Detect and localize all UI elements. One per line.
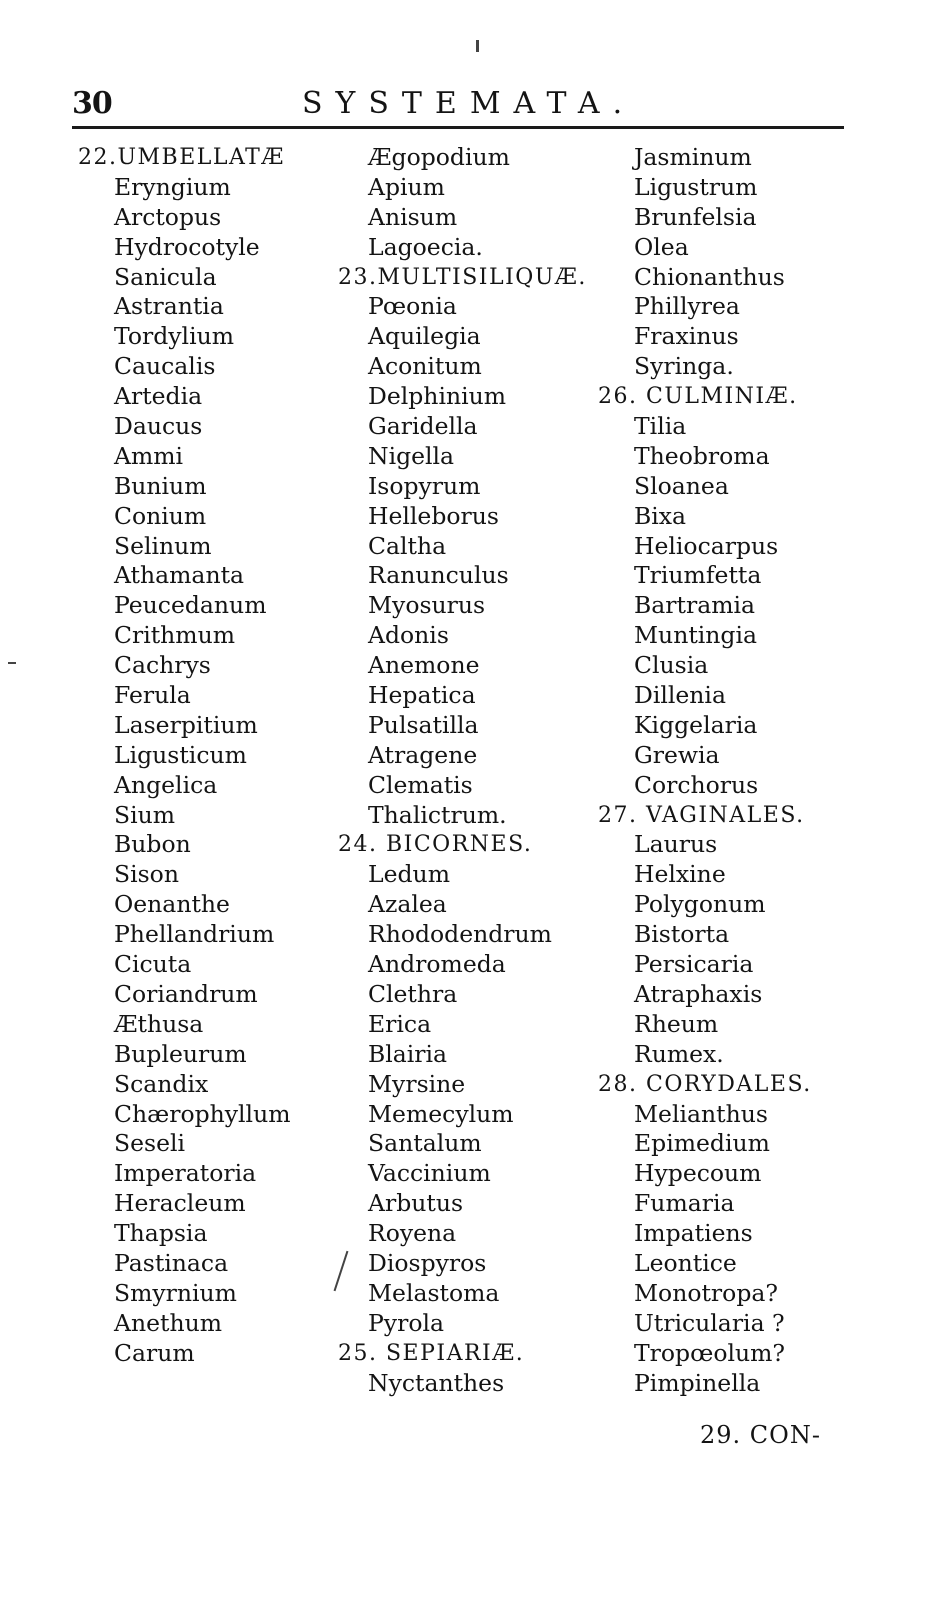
genus-entry: Tordylium bbox=[114, 322, 235, 351]
genus-entry: Tilia bbox=[634, 412, 687, 441]
genus-entry: Hepatica bbox=[368, 681, 476, 710]
genus-entry: Laserpitium bbox=[114, 710, 258, 739]
genus-entry: Bistorta bbox=[634, 920, 730, 949]
genus-entry: Aconitum bbox=[368, 352, 482, 381]
genus-entry: Isopyrum bbox=[368, 471, 481, 500]
genus-entry: Theobroma bbox=[634, 441, 770, 470]
genus-entry: Bupleurum bbox=[114, 1039, 247, 1068]
genus-entry: Hypecoum bbox=[634, 1159, 762, 1188]
genus-entry: Coriandrum bbox=[114, 979, 258, 1008]
genus-entry: Brunfelsia bbox=[634, 202, 757, 231]
genus-entry: Scandix bbox=[114, 1069, 209, 1098]
genus-entry: Crithmum bbox=[114, 621, 236, 650]
genus-entry: Anethum bbox=[114, 1308, 223, 1337]
genus-entry: Caltha bbox=[368, 531, 447, 560]
genus-entry: Bunium bbox=[114, 471, 207, 500]
header-rule bbox=[72, 126, 844, 129]
genus-entry: Bixa bbox=[634, 501, 687, 530]
genus-entry: Ferula bbox=[114, 681, 191, 710]
section-heading: 27. VAGINALES. bbox=[598, 802, 805, 828]
genus-entry: Bubon bbox=[114, 830, 191, 859]
genus-entry: Clusia bbox=[634, 651, 709, 680]
genus-entry: Imperatoria bbox=[114, 1159, 257, 1188]
genus-entry: Fumaria bbox=[634, 1189, 735, 1218]
section-heading: 25. SEPIARIÆ. bbox=[338, 1340, 525, 1366]
genus-entry: Seseli bbox=[114, 1129, 186, 1158]
genus-entry: Helleborus bbox=[368, 501, 499, 530]
genus-entry: Adonis bbox=[368, 621, 449, 650]
genus-entry: Leontice bbox=[634, 1248, 737, 1277]
genus-entry: Arbutus bbox=[368, 1189, 464, 1218]
column-3 bbox=[598, 143, 812, 1398]
genus-entry: Æthusa bbox=[114, 1009, 204, 1038]
genus-entry: Sison bbox=[114, 860, 179, 889]
genus-entry: Azalea bbox=[368, 890, 447, 919]
genus-entry: Phellandrium bbox=[114, 920, 275, 949]
genus-entry: Rheum bbox=[634, 1009, 719, 1038]
genus-entry: Santalum bbox=[368, 1129, 482, 1158]
genus-entry: Chærophyllum bbox=[114, 1099, 291, 1128]
genus-entry: Ranunculus bbox=[368, 561, 509, 590]
genus-entry: Apium bbox=[368, 172, 445, 201]
genus-entry: Rumex. bbox=[634, 1039, 724, 1068]
column-1 bbox=[78, 143, 291, 1369]
genus-entry: Aquilegia bbox=[368, 322, 481, 351]
genus-entry: Andromeda bbox=[368, 950, 506, 979]
genus-entry: Vaccinium bbox=[368, 1159, 491, 1188]
genus-entry: Selinum bbox=[114, 531, 212, 560]
genus-entry: Sium bbox=[114, 800, 176, 829]
genus-entry: Athamanta bbox=[114, 561, 245, 590]
genus-entry: Royena bbox=[368, 1219, 457, 1248]
genus-entry: Angelica bbox=[114, 770, 218, 799]
ink-speck bbox=[8, 662, 16, 664]
genus-entry: Eryngium bbox=[114, 172, 231, 201]
genus-entry: Impatiens bbox=[634, 1219, 753, 1248]
genus-entry: Persicaria bbox=[634, 950, 754, 979]
genus-entry: Epimedium bbox=[634, 1129, 770, 1158]
section-heading: 23.MULTISILIQUÆ. bbox=[338, 264, 587, 290]
genus-entry: Cachrys bbox=[114, 651, 211, 680]
section-heading: 22.UMBELLATÆ bbox=[78, 145, 285, 170]
genus-entry: Monotropa? bbox=[634, 1278, 778, 1307]
genus-entry: Thalictrum. bbox=[368, 800, 507, 829]
genus-entry: Peucedanum bbox=[114, 591, 267, 620]
genus-entry: Utricularia ? bbox=[634, 1308, 785, 1337]
section-heading: 28. CORYDALES. bbox=[598, 1071, 812, 1097]
genus-entry: Memecylum bbox=[368, 1099, 514, 1128]
ink-speck bbox=[476, 40, 479, 52]
genus-entry: Astrantia bbox=[114, 292, 224, 321]
running-title: SYSTEMATA. bbox=[302, 86, 636, 121]
genus-entry: Anemone bbox=[368, 651, 480, 680]
genus-entry: Melastoma bbox=[368, 1278, 500, 1307]
genus-entry: Daucus bbox=[114, 412, 203, 441]
genus-entry: Cicuta bbox=[114, 950, 192, 979]
genus-entry: Hydrocotyle bbox=[114, 232, 260, 261]
genus-entry: Pimpinella bbox=[634, 1368, 761, 1397]
genus-entry: Pœonia bbox=[368, 292, 457, 321]
genus-entry: Carum bbox=[114, 1338, 195, 1367]
genus-entry: Ægopodium bbox=[368, 143, 510, 171]
genus-entry: Olea bbox=[634, 232, 689, 261]
genus-entry: Kiggelaria bbox=[634, 710, 758, 739]
genus-entry: Atraphaxis bbox=[634, 979, 763, 1008]
genus-entry: Pastinaca bbox=[114, 1248, 229, 1277]
genus-entry: Thapsia bbox=[114, 1219, 208, 1248]
section-heading: 24. BICORNES. bbox=[338, 832, 533, 858]
genus-entry: Blairia bbox=[368, 1039, 448, 1068]
genus-entry: Chionanthus bbox=[634, 262, 785, 291]
genus-entry: Clethra bbox=[368, 979, 458, 1008]
genus-entry: Nyctanthes bbox=[368, 1368, 505, 1397]
genus-entry: Nigella bbox=[368, 441, 455, 470]
section-heading: 26. CULMINIÆ. bbox=[598, 384, 798, 410]
genus-entry: Oenanthe bbox=[114, 890, 230, 919]
catchword: 29. CON- bbox=[700, 1421, 821, 1449]
genus-entry: Heliocarpus bbox=[634, 531, 779, 560]
genus-entry: Delphinium bbox=[368, 382, 507, 411]
genus-entry: Erica bbox=[368, 1009, 432, 1038]
page-header bbox=[72, 86, 852, 126]
genus-entry: Laurus bbox=[634, 830, 718, 859]
genus-entry: Conium bbox=[114, 501, 207, 530]
column-2 bbox=[338, 143, 587, 1398]
genus-entry: Ligusticum bbox=[114, 740, 247, 769]
genus-entry: Clematis bbox=[368, 770, 473, 799]
genus-entry: Lagoecia. bbox=[368, 232, 483, 261]
genus-entry: Dillenia bbox=[634, 681, 726, 710]
genus-entry: Grewia bbox=[634, 740, 720, 769]
genus-entry: Myosurus bbox=[368, 591, 486, 620]
genus-entry: Myrsine bbox=[368, 1069, 466, 1098]
genus-entry: Melianthus bbox=[634, 1099, 768, 1128]
genus-entry: Smyrnium bbox=[114, 1278, 237, 1307]
genus-entry: Atragene bbox=[368, 740, 478, 769]
genus-entry: Triumfetta bbox=[634, 561, 762, 590]
genus-entry: Bartramia bbox=[634, 591, 756, 620]
genus-entry: Caucalis bbox=[114, 352, 216, 381]
genus-entry: Syringa. bbox=[634, 352, 734, 381]
genus-entry: Ammi bbox=[114, 441, 184, 470]
genus-entry: Phillyrea bbox=[634, 292, 740, 321]
genus-entry: Diospyros bbox=[368, 1248, 487, 1277]
genus-entry: Heracleum bbox=[114, 1189, 246, 1218]
genus-entry: Corchorus bbox=[634, 770, 759, 799]
genus-entry: Garidella bbox=[368, 412, 478, 441]
genus-entry: Pulsatilla bbox=[368, 710, 479, 739]
genus-entry: Ligustrum bbox=[634, 172, 758, 201]
genus-entry: Arctopus bbox=[114, 202, 222, 231]
genus-entry: Fraxinus bbox=[634, 322, 739, 351]
genus-entry: Anisum bbox=[368, 202, 458, 231]
genus-entry: Rhododendrum bbox=[368, 920, 552, 949]
genus-entry: Helxine bbox=[634, 860, 726, 889]
genus-entry: Polygonum bbox=[634, 890, 766, 919]
genus-entry: Artedia bbox=[114, 382, 203, 411]
genus-entry: Pyrola bbox=[368, 1308, 444, 1337]
genus-entry: Tropœolum? bbox=[634, 1338, 786, 1367]
genus-entry: Sloanea bbox=[634, 471, 729, 500]
genus-entry: Jasminum bbox=[634, 143, 752, 171]
page-number: 30 bbox=[72, 86, 112, 121]
genus-entry: Ledum bbox=[368, 860, 450, 889]
genus-entry: Muntingia bbox=[634, 621, 757, 650]
genus-entry: Sanicula bbox=[114, 262, 217, 291]
